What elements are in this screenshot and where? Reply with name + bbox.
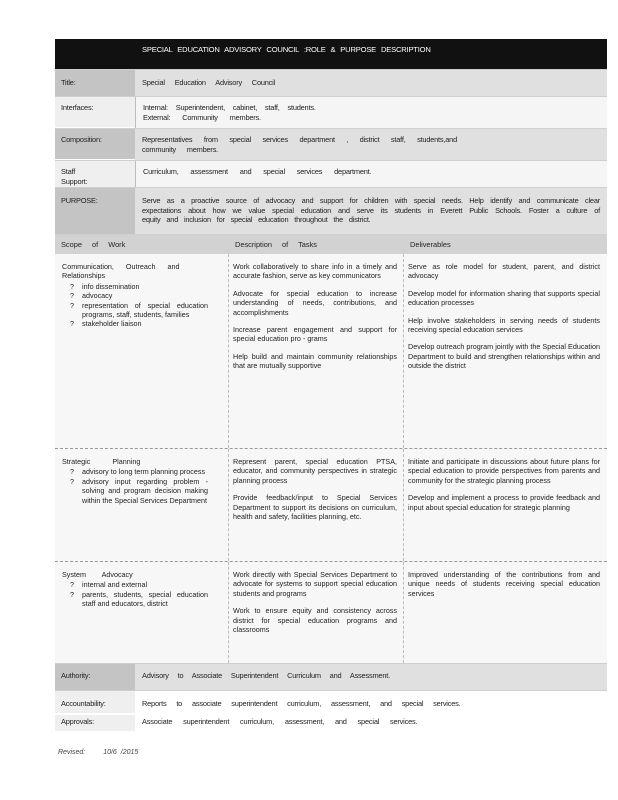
deliverable-item: Improved understanding of the contributions from and unique needs of students receiving special education services [408,570,600,598]
scope-cell [55,562,229,663]
deliverable-item: Help involve stakeholders in serving needs of students receiving special education services [408,315,600,335]
purpose-row [55,188,607,235]
authority-label: Authority: [55,664,135,690]
deliverables-header: Deliverables [410,240,451,249]
authority-row [55,663,607,691]
purpose-label: PURPOSE: [55,188,135,234]
scope-title: Communication, Outreach and Relationships [62,262,180,281]
interfaces-internal: Internal: Superintendent, cabinet, staff, students. [143,103,316,112]
interfaces-row [55,97,607,129]
task-item: Provide feedback/input to Special Services Department to support its decisions on curriculum, health and safety, facilities planning, etc. [233,493,397,522]
scope-header: Scope of Work [61,240,126,249]
purpose-value: Serve as a proactive source of advocacy and support for children with special needs. Help identify and communicate clear expectations about how we value special education and serve its students in Everett Public Schools. Foster a culture of equity and inclusion for special education throughout the district. [135,188,607,234]
deliverables-cell [404,254,607,448]
approvals-label: Approvals: [55,715,135,731]
interfaces-external: External: Community members. [143,112,261,122]
scope-column-headers [55,235,607,254]
scope-bullet: ? parents, students, special education staff and educators, district [70,589,208,609]
scope-bullets [62,580,222,608]
document-title: SPECIAL EDUCATION ADVISORY COUNCIL :ROLE & PURPOSE DESCRIPTION [135,39,607,69]
scope-bullet: ? info dissemination [70,281,140,291]
scope-cell [55,449,229,561]
revised-line [58,749,138,756]
task-item: Represent parent, special education PTSA, educator, and community perspectives in strategic planning process [233,457,397,485]
scope-group [55,254,607,449]
deliverables-cell [404,562,607,663]
deliverable-item: Develop and implement a process to provide feedback and input about special education for strategic planning [408,493,600,512]
scope-bullet: ? stakeholder liaison [70,319,142,329]
title-row [55,70,607,97]
revised-date: 10/6 /2015 [103,749,139,756]
composition-value: Representatives from special services department , district staff, students,and community members. [135,129,607,160]
scope-cell [55,254,229,448]
accountability-row [55,691,607,715]
title-value: Special Education Advisory Council [135,70,607,96]
composition-label: Composition: [55,129,135,159]
title-label: Title: [55,70,135,96]
deliverable-item: Initiate and participate in discussions about future plans for special education to provide perspectives from parents and community for the strategic planning process [408,457,600,485]
approvals-row [55,715,607,733]
staff-support-value: Curriculum, assessment and special services department. [135,161,607,187]
authority-value: Advisory to Associate Superintendent Curriculum and Assessment. [135,664,607,690]
deliverable-item: Serve as role model for student, parent, and district advocacy [408,262,600,281]
staff-support-row [55,161,607,188]
interfaces-value [135,97,607,128]
scope-bullet: ? advisory input regarding problem - solving and program decision making within the Special Services Department [70,476,208,505]
scope-bullet: ? advocacy [70,291,113,301]
deliverables-cell [404,449,607,561]
scope-bullets [62,282,222,329]
scope-bullets [62,467,222,505]
scope-title: System Advocacy [62,570,133,579]
task-item: Advocate for special education to increase understanding of needs, contributions, and accomplishments [233,288,397,317]
header-label [55,39,135,69]
tasks-cell [229,449,404,561]
task-item: Increase parent engagement and support for special education pro - grams [233,325,397,344]
scope-title: Strategic Planning [62,457,141,466]
accountability-value: Reports to associate superintendent curriculum, assessment, and special services. [135,691,607,715]
deliverable-item: Develop outreach program jointly with the Special Education Department to build and strengthen relationships within and outside the district [408,342,600,371]
staff-support-label: Staff Support: [55,161,135,187]
scope-bullet: ? advisory to long term planning process [70,467,206,477]
task-item: Help build and maintain community relationships that are mutually supportive [233,351,397,371]
task-item: Work directly with Special Services Department to advocate for systems to support special education students and programs [233,570,397,598]
scope-bullet: ? representation of special education programs, staff, students, families [70,300,208,320]
scope-group [55,562,607,663]
revised-label: Revised: [58,749,86,756]
accountability-label: Accountability: [55,691,135,713]
scope-group [55,449,607,562]
task-item: Work collaboratively to share info in a timely and accurate fashion, serve as key communicators [233,262,397,281]
tasks-cell [229,562,404,663]
role-purpose-document [55,39,607,732]
composition-row [55,129,607,161]
interfaces-label: Interfaces: [55,97,135,127]
approvals-value: Associate superintendent curriculum, assessment, and special services. [135,715,607,733]
task-item: Work to ensure equity and consistency across district for special education programs and classrooms [233,606,397,635]
deliverable-item: Develop model for information sharing that supports special education processes [408,288,600,308]
document-header [55,39,607,70]
tasks-cell [229,254,404,448]
scope-bullet: ? internal and external [70,580,148,590]
description-header: Description of Tasks [235,240,317,249]
